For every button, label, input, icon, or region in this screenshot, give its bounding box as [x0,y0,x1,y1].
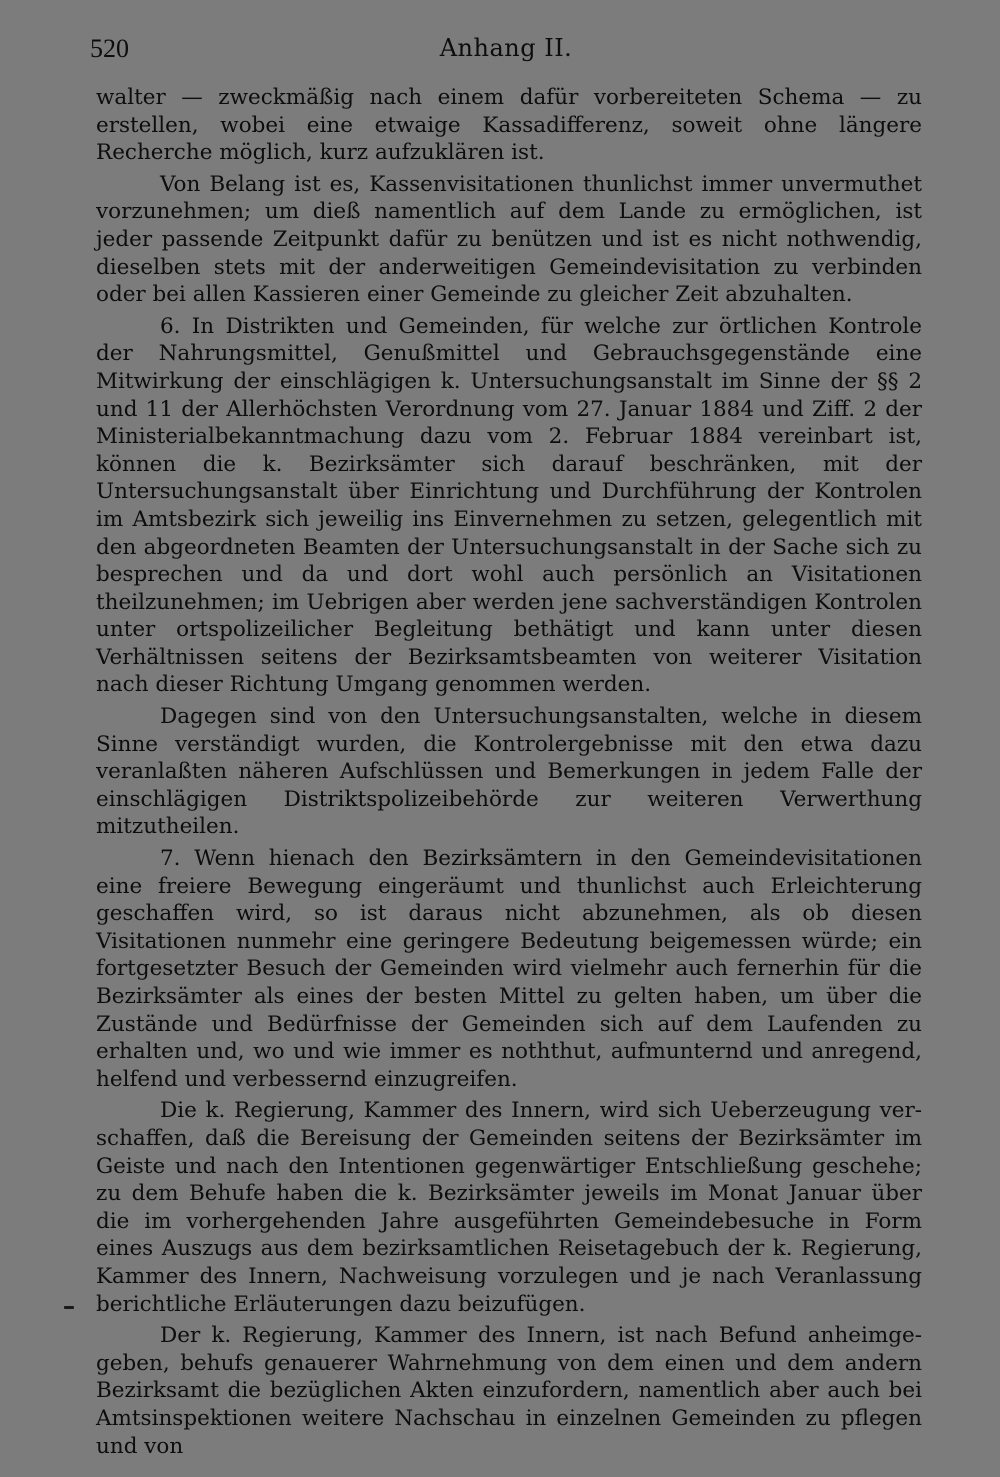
paragraph-section-7: 7. Wenn hienach den Bezirksämtern in den Gemeindevisitationen eine freiere Bewegung eingeräumt und thunlichst auch Erleichterung geschaffen wird, so ist daraus nicht abzunehmen, als ob diesen Visitationen nunmehr eine geringere Bedeutung beigemessen würde; ein fortgesetzter Besuch der Gemeinden wird vielmehr auch fernerhin für die Bezirksämter als eines der besten Mittel zu gelten haben, um über die Zustände und Bedürfnisse der Gemeinden sich auf dem Laufenden zu erhalten und, wo und wie immer es noththut, aufmunternd und anregend, helfend und verbessernd einzugreifen. [96,846,922,1092]
page-number: 520 [90,34,129,63]
running-head: Anhang II. [439,34,573,62]
margin-mark [64,1306,74,1309]
paragraph-untersuchungsanstalten: Dagegen sind von den Untersuchungsanstalten, welche in diesem Sinne verständigt wurden, die Kontrolergebnisse mit den etwa dazu veranlaßten näheren Aufschlüssen und Bemerkungen in jedem Falle der einschlägigen Distriktspolizeibehörde zur weiteren Verwerthung mitzutheilen. [96,704,922,840]
body-text [96,84,922,1464]
paragraph-kassenvisitationen: Von Belang ist es, Kassenvisitationen thunlichst immer unvermuthet vorzunehmen; um dieß namentlich auf dem Lande zu ermöglichen, ist jeder passende Zeitpunkt dafür zu benützen und ist es nicht nothwendig, dieselben stets mit der anderweitigen Gemeindevisitation zu verbinden oder bei allen Kassieren einer Gemeinde zu gleicher Zeit abzuhalten. [96,171,922,308]
paragraph-regierung-befund: Der k. Regierung, Kammer des Innern, ist nach Befund anheimgegeben, behufs genauerer Wahrnehmung von dem einen und dem andern Bezirksamt die bezüglichen Akten einzufordern, namentlich aber auch bei Amtsinspektionen weitere Nachschau in einzelnen Gemeinden zu pflegen und von [96,1323,922,1459]
paragraph-regierung-ueberzeugung: Die k. Regierung, Kammer des Innern, wird sich Ueberzeugung verschaffen, daß die Bereisung der Gemeinden seitens der Bezirksämter im Geiste und nach den Intentionen gegenwärtiger Entschließung geschehe; zu dem Behufe haben die k. Bezirksämter jeweils im Monat Januar über die im vorhergehenden Jahre ausgeführten Gemeindebesuche in Form eines Auszugs aus dem bezirksamtlichen Reisetagebuch der k. Regierung, Kammer des Innern, Nachweisung vorzulegen und je nach Veranlassung berichtliche Erläuterungen dazu beizufügen. [96,1098,922,1317]
page-header [90,34,922,74]
paragraph-section-6: 6. In Distrikten und Gemeinden, für welche zur örtlichen Kontrole der Nahrungsmittel, Genußmittel und Gebrauchsgegenstände eine Mitwirkung der einschlägigen k. Untersuchungsanstalt im Sinne der §§ 2 und 11 der Allerhöchsten Verordnung vom 27. Januar 1884 und Ziff. 2 der Ministerialbekanntmachung dazu vom 2. Februar 1884 vereinbart ist, können die k. Bezirksämter sich darauf beschränken, mit der Untersuchungsanstalt über Einrichtung und Durchführung der Kontrolen im Amtsbezirk sich jeweilig ins Einvernehmen zu setzen, gelegentlich mit den abgeordneten Beamten der Untersuchungsanstalt in der Sache sich zu besprechen und da und dort wohl auch persönlich an Visitationen theilzunehmen; im Uebrigen aber werden jene sachverständigen Kontrolen unter ortspolizeilicher Begleitung bethätigt und kann unter diesen Verhältnissen seitens der Bezirksamtsbeamten von weiterer Visitation nach dieser Richtung Umgang genommen werden. [96,313,922,698]
paragraph-continued: walter — zweckmäßig nach einem dafür vorbereiteten Schema — zu erstellen, wobei eine etwaige Kassadifferenz, soweit ohne längere Recherche möglich, kurz aufzuklären ist. [96,85,922,166]
